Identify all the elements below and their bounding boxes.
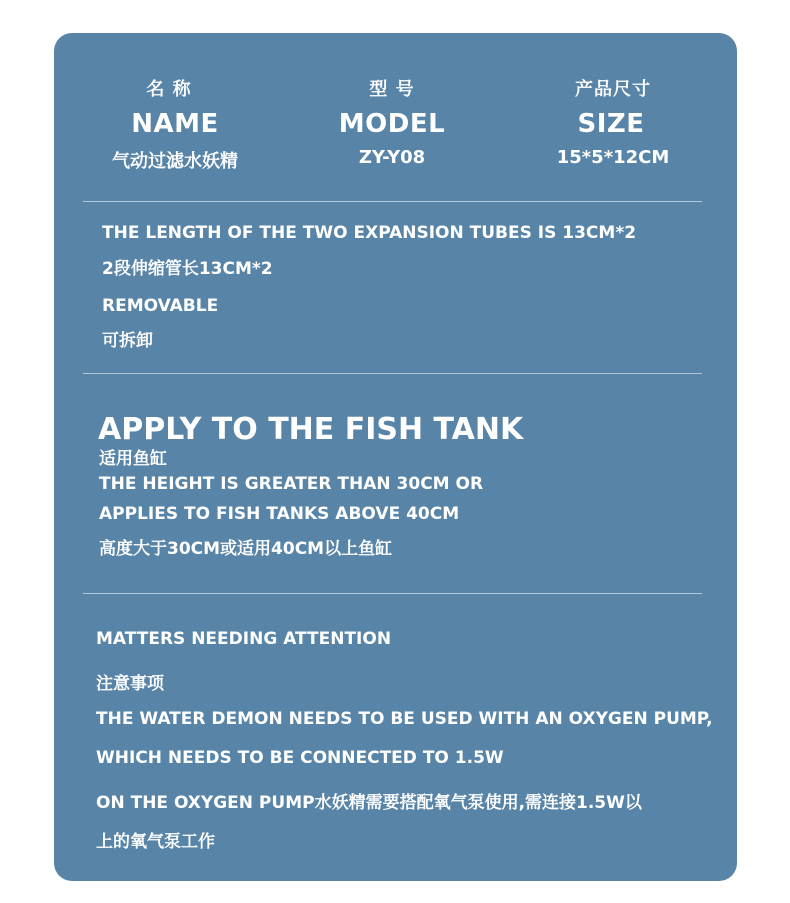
divider-3 [83,593,702,594]
name-label-cn: 名 称 [146,79,192,100]
size-value: 15*5*12CM [556,147,670,168]
name-label-en: NAME [131,109,219,139]
attention-line-2: WHICH NEEDS TO BE CONNECTED TO 1.5W [96,748,504,768]
fish-tank-title: APPLY TO THE FISH TANK [98,412,524,447]
tubes-text-cn: 2段伸缩管长13CM*2 [102,259,273,279]
attention-line-3: ON THE OXYGEN PUMP水妖精需要搭配氧气泵使用,需连接1.5W以 [96,793,642,813]
spec-card [54,33,737,881]
divider-1 [83,201,702,202]
name-value: 气动过滤水妖精 [112,151,238,172]
removable-text-cn: 可拆卸 [102,331,153,351]
fish-tank-line-cn: 高度大于30CM或适用40CM以上鱼缸 [99,539,393,559]
fish-tank-title-cn: 适用鱼缸 [99,449,167,469]
model-value: ZY-Y08 [358,147,426,168]
removable-text-en: REMOVABLE [102,296,219,316]
attention-line-1: THE WATER DEMON NEEDS TO BE USED WITH AN OXYGEN PUMP, [96,709,713,729]
model-label-cn: 型 号 [369,79,415,100]
divider-2 [83,373,702,374]
attention-title-cn: 注意事项 [96,674,164,694]
model-label-en: MODEL [338,109,446,139]
tubes-text-en: THE LENGTH OF THE TWO EXPANSION TUBES IS 13CM*2 [102,223,637,243]
attention-line-4: 上的氧气泵工作 [96,832,215,852]
fish-tank-line-1: THE HEIGHT IS GREATER THAN 30CM OR [99,474,484,494]
size-label-en: SIZE [577,109,645,139]
size-label-cn: 产品尺寸 [575,79,651,100]
fish-tank-line-2: APPLIES TO FISH TANKS ABOVE 40CM [99,504,460,524]
attention-title: MATTERS NEEDING ATTENTION [96,629,392,649]
